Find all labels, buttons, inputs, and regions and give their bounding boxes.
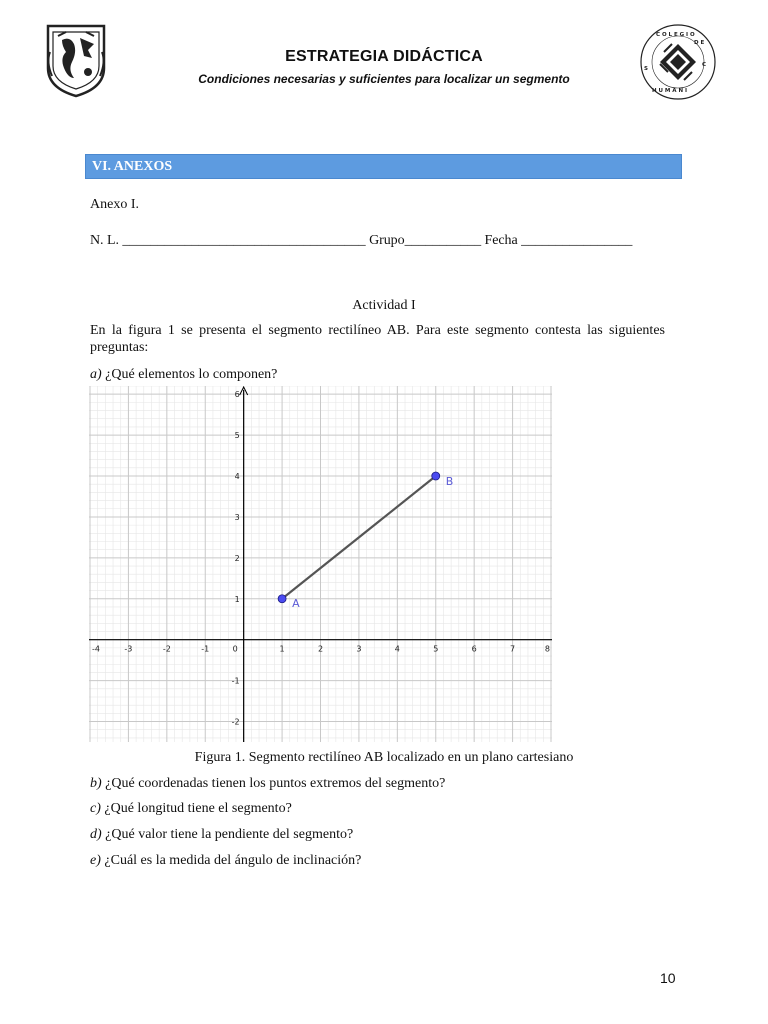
point-label-a: A bbox=[292, 596, 300, 610]
cartesian-plane bbox=[89, 386, 552, 742]
question-text: ¿Qué elementos lo componen? bbox=[105, 367, 278, 382]
activity-intro: En la figura 1 se presenta el segmento rectilíneo AB. Para este segmento contesta las siguientes preguntas: bbox=[90, 323, 665, 355]
point-a bbox=[278, 595, 286, 603]
section-title: VI. ANEXOS bbox=[92, 159, 173, 174]
question-b bbox=[90, 775, 665, 792]
x-tick-label: 1 bbox=[279, 644, 285, 654]
question-letter: b) bbox=[90, 776, 102, 791]
document-subtitle: Condiciones necesarias y suficientes para localizar un segmento bbox=[198, 72, 570, 86]
y-tick-label: 5 bbox=[234, 431, 240, 441]
page-number: 10 bbox=[660, 970, 676, 986]
point-label-b: B bbox=[445, 475, 454, 489]
svg-text:S: S bbox=[644, 66, 648, 72]
question-d bbox=[90, 826, 665, 843]
x-tick-label: 0 bbox=[232, 644, 238, 654]
question-letter: c) bbox=[90, 801, 101, 816]
x-tick-label: -4 bbox=[92, 644, 100, 654]
student-form-line: N. L. ___________________________________ Grupo___________ Fecha ________________ bbox=[90, 233, 633, 248]
question-text: ¿Qué coordenadas tienen los puntos extremos del segmento? bbox=[105, 776, 446, 791]
x-tick-label: 2 bbox=[317, 644, 324, 654]
section-header-bar bbox=[85, 154, 682, 179]
svg-text:D E: D E bbox=[694, 40, 705, 46]
x-tick-label: 3 bbox=[356, 644, 362, 654]
x-tick-label: 5 bbox=[433, 644, 439, 654]
question-text: ¿Qué valor tiene la pendiente del segmento? bbox=[105, 827, 354, 842]
x-tick-label: -2 bbox=[162, 644, 171, 654]
question-text: ¿Qué longitud tiene el segmento? bbox=[104, 801, 292, 816]
x-tick-label: 4 bbox=[394, 644, 400, 654]
y-tick-label: 1 bbox=[234, 594, 240, 604]
question-letter: e) bbox=[90, 853, 101, 868]
svg-text:C: C bbox=[702, 62, 707, 68]
x-tick-label: 8 bbox=[544, 644, 550, 654]
question-letter: d) bbox=[90, 827, 102, 842]
x-tick-label: 7 bbox=[510, 644, 516, 654]
annex-label: Anexo I. bbox=[90, 197, 139, 212]
x-tick-label: 6 bbox=[471, 644, 477, 654]
question-text: ¿Cuál es la medida del ángulo de inclinación? bbox=[104, 853, 362, 868]
figure-caption: Figura 1. Segmento rectilíneo AB localizado en un plano cartesiano bbox=[194, 750, 574, 765]
y-tick-label: 4 bbox=[234, 472, 240, 482]
activity-title: Actividad I bbox=[352, 298, 416, 313]
y-tick-label: -2 bbox=[231, 717, 240, 727]
question-letter: a) bbox=[90, 367, 102, 382]
y-tick-label: -1 bbox=[231, 676, 240, 686]
x-tick-label: -1 bbox=[201, 644, 210, 654]
y-tick-label: 3 bbox=[234, 512, 240, 522]
svg-text:C O L E G I O: C O L E G I O bbox=[656, 32, 695, 38]
question-a bbox=[90, 366, 665, 383]
figure-1-plot bbox=[89, 386, 552, 742]
x-tick-label: -3 bbox=[124, 644, 133, 654]
point-b bbox=[432, 472, 440, 480]
question-e bbox=[90, 852, 665, 869]
question-c bbox=[90, 800, 665, 817]
svg-text:H U M A N I: H U M A N I bbox=[652, 88, 688, 94]
y-tick-label: 6 bbox=[234, 390, 240, 400]
y-tick-label: 2 bbox=[234, 553, 240, 563]
document-title: ESTRATEGIA DIDÁCTICA bbox=[285, 48, 483, 65]
